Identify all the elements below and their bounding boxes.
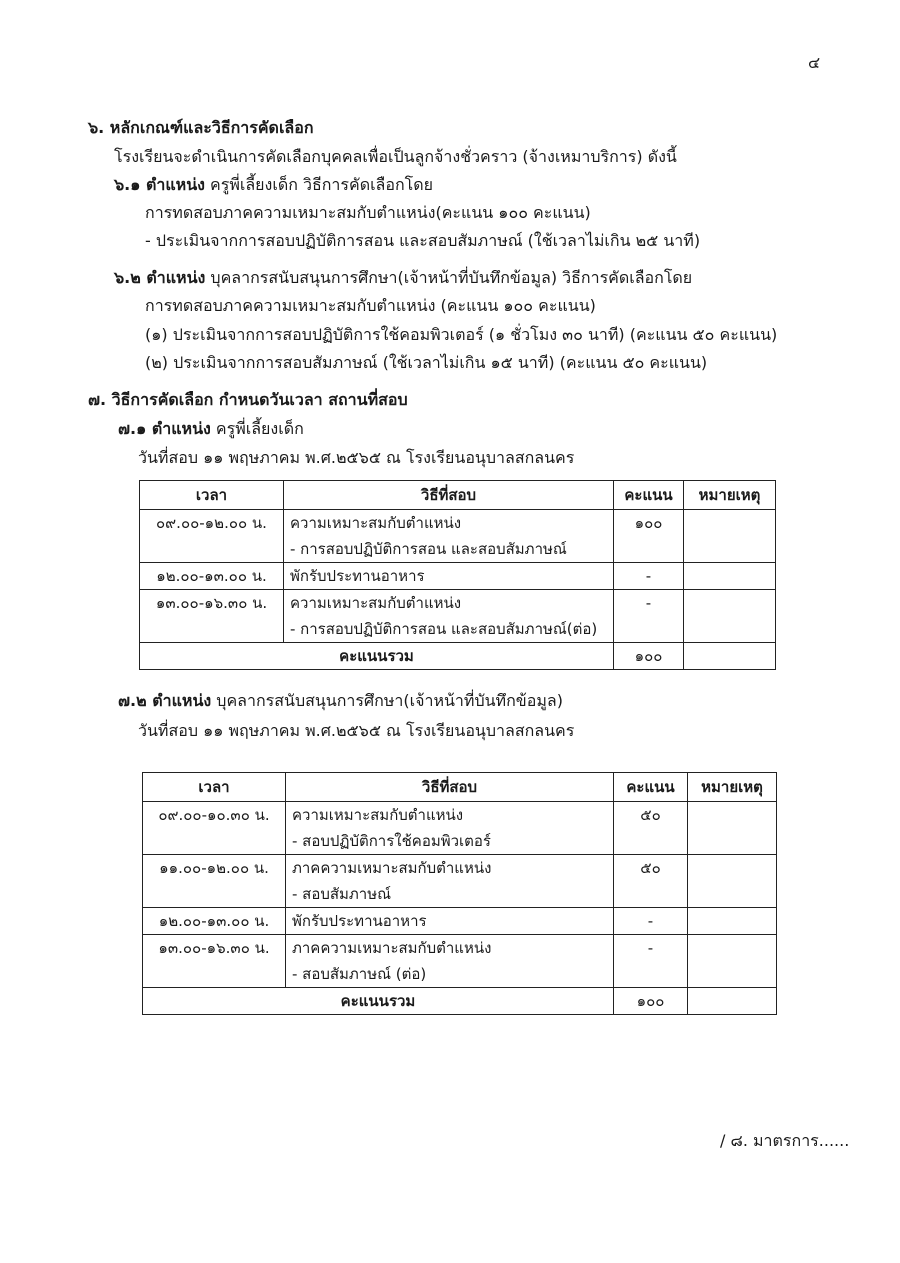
total-score: ๑๐๐ bbox=[614, 643, 684, 670]
section-6-heading: ๖. หลักเกณฑ์และวิธีการคัดเลือก bbox=[88, 118, 314, 137]
row-method-line1: ภาคความเหมาะสมกับตำแหน่ง bbox=[292, 939, 492, 957]
section-7-1-label: ๗.๑ ตำแหน่ง bbox=[118, 419, 211, 438]
table-row bbox=[143, 935, 777, 988]
row-time: ๑๒.๐๐-๑๓.๐๐ น. bbox=[140, 563, 284, 590]
section-6-1-title bbox=[114, 174, 433, 196]
row-time: ๐๙.๐๐-๑๒.๐๐ น. bbox=[140, 510, 284, 563]
row-score: ๕๐ bbox=[614, 802, 688, 855]
row-method-line1: พักรับประทานอาหาร bbox=[292, 912, 427, 930]
section-6-1-line2: - ประเมินจากการสอบปฏิบัติการสอน และสอบสัมภาษณ์ (ใช้เวลาไม่เกิน ๒๕ นาที) bbox=[145, 231, 701, 250]
footer-continuation: / ๘. มาตรการ...... bbox=[720, 1131, 850, 1150]
row-note bbox=[688, 935, 777, 988]
row-time: ๑๓.๐๐-๑๖.๓๐ น. bbox=[140, 590, 284, 643]
row-time: ๑๒.๐๐-๑๓.๐๐ น. bbox=[143, 908, 286, 935]
row-method bbox=[284, 510, 614, 563]
section-7-1-text: ครูพี่เลี้ยงเด็ก bbox=[210, 419, 304, 438]
row-note bbox=[684, 510, 776, 563]
header-time: เวลา bbox=[143, 773, 286, 802]
row-method-line2: - สอบสัมภาษณ์ (ต่อ) bbox=[292, 965, 427, 983]
row-time: ๑๑.๐๐-๑๒.๐๐ น. bbox=[143, 855, 286, 908]
row-note bbox=[684, 590, 776, 643]
row-method bbox=[284, 590, 614, 643]
section-7-1-date: วันที่สอบ ๑๑ พฤษภาคม พ.ศ.๒๕๖๕ ณ โรงเรียนอนุบาลสกลนคร bbox=[138, 448, 575, 467]
row-method-line1: ความเหมาะสมกับตำแหน่ง bbox=[290, 594, 462, 612]
section-6-intro: โรงเรียนจะดำเนินการคัดเลือกบุคคลเพื่อเป็นลูกจ้างชั่วคราว (จ้างเหมาบริการ) ดังนี้ bbox=[114, 147, 677, 166]
header-score: คะแนน bbox=[614, 481, 684, 510]
section-6-2-label: ๖.๒ ตำแหน่ง bbox=[114, 268, 206, 287]
page-number: ๔ bbox=[808, 53, 821, 72]
total-note bbox=[684, 643, 776, 670]
total-label: คะแนนรวม bbox=[143, 988, 614, 1015]
section-7-2-date: วันที่สอบ ๑๑ พฤษภาคม พ.ศ.๒๕๖๕ ณ โรงเรียนอนุบาลสกลนคร bbox=[138, 721, 575, 740]
row-note bbox=[688, 855, 777, 908]
section-7-2-text: บุคลากรสนับสนุนการศึกษา(เจ้าหน้าที่บันทึกข้อมูล) bbox=[211, 691, 563, 710]
row-method-line2: - การสอบปฏิบัติการสอน และสอบสัมภาษณ์(ต่อ) bbox=[290, 620, 598, 638]
row-method-line1: ความเหมาะสมกับตำแหน่ง bbox=[290, 514, 462, 532]
section-6-1-text: ครูพี่เลี้ยงเด็ก วิธีการคัดเลือกโดย bbox=[204, 175, 434, 194]
row-method-line2: - การสอบปฏิบัติการสอน และสอบสัมภาษณ์ bbox=[290, 540, 567, 558]
row-note bbox=[688, 908, 777, 935]
row-method-line2: - สอบปฏิบัติการใช้คอมพิวเตอร์ bbox=[292, 832, 491, 850]
row-score: - bbox=[614, 563, 684, 590]
table-row bbox=[143, 855, 777, 908]
total-label: คะแนนรวม bbox=[140, 643, 614, 670]
section-7-2-label: ๗.๒ ตำแหน่ง bbox=[118, 691, 212, 710]
total-score: ๑๐๐ bbox=[614, 988, 688, 1015]
section-6-1-label: ๖.๑ ตำแหน่ง bbox=[114, 175, 205, 194]
section-7-1-title bbox=[118, 418, 304, 440]
table-row bbox=[143, 908, 777, 935]
header-method: วิธีที่สอบ bbox=[284, 481, 614, 510]
schedule-table-7-2 bbox=[142, 772, 777, 1015]
section-6-2-line2: (๑) ประเมินจากการสอบปฏิบัติการใช้คอมพิวเตอร์ (๑ ชั่วโมง ๓๐ นาที) (คะแนน ๕๐ คะแนน) bbox=[145, 325, 778, 344]
row-method bbox=[286, 908, 614, 935]
header-time: เวลา bbox=[140, 481, 284, 510]
row-time: ๐๙.๐๐-๑๐.๓๐ น. bbox=[143, 802, 286, 855]
section-6-2-line3: (๒) ประเมินจากการสอบสัมภาษณ์ (ใช้เวลาไม่เกิน ๑๕ นาที) (คะแนน ๕๐ คะแนน) bbox=[145, 353, 708, 372]
table-row bbox=[140, 590, 776, 643]
row-score: ๕๐ bbox=[614, 855, 688, 908]
total-note bbox=[688, 988, 777, 1015]
section-7-heading: ๗. วิธีการคัดเลือก กำหนดวันเวลา สถานที่สอบ bbox=[88, 390, 408, 409]
row-method bbox=[286, 802, 614, 855]
section-6-2-title bbox=[114, 267, 692, 289]
row-method bbox=[286, 855, 614, 908]
table-total-row bbox=[143, 988, 777, 1015]
header-note: หมายเหตุ bbox=[688, 773, 777, 802]
row-method bbox=[286, 935, 614, 988]
row-method-line1: ความเหมาะสมกับตำแหน่ง bbox=[292, 806, 464, 824]
table-row bbox=[143, 802, 777, 855]
row-note bbox=[688, 802, 777, 855]
header-note: หมายเหตุ bbox=[684, 481, 776, 510]
section-6-2-line1: การทดสอบภาคความเหมาะสมกับตำแหน่ง (คะแนน ๑๐๐ คะแนน) bbox=[145, 296, 596, 315]
section-6-2-text: บุคลากรสนับสนุนการศึกษา(เจ้าหน้าที่บันทึกข้อมูล) วิธีการคัดเลือกโดย bbox=[205, 268, 693, 287]
table-total-row bbox=[140, 643, 776, 670]
row-method bbox=[284, 563, 614, 590]
row-note bbox=[684, 563, 776, 590]
section-6-1-line1: การทดสอบภาคความเหมาะสมกับตำแหน่ง(คะแนน ๑๐๐ คะแนน) bbox=[145, 203, 591, 222]
row-method-line1: ภาคความเหมาะสมกับตำแหน่ง bbox=[292, 859, 492, 877]
row-time: ๑๓.๐๐-๑๖.๓๐ น. bbox=[143, 935, 286, 988]
table-row bbox=[140, 563, 776, 590]
table-header-row bbox=[143, 773, 777, 802]
row-score: ๑๐๐ bbox=[614, 510, 684, 563]
header-method: วิธีที่สอบ bbox=[286, 773, 614, 802]
table-header-row bbox=[140, 481, 776, 510]
row-method-line1: พักรับประทานอาหาร bbox=[290, 567, 425, 585]
table-row bbox=[140, 510, 776, 563]
row-method-line2: - สอบสัมภาษณ์ bbox=[292, 885, 392, 903]
row-score: - bbox=[614, 908, 688, 935]
row-score: - bbox=[614, 590, 684, 643]
section-7-2-title bbox=[118, 690, 563, 712]
header-score: คะแนน bbox=[614, 773, 688, 802]
schedule-table-7-1 bbox=[139, 480, 776, 670]
row-score: - bbox=[614, 935, 688, 988]
